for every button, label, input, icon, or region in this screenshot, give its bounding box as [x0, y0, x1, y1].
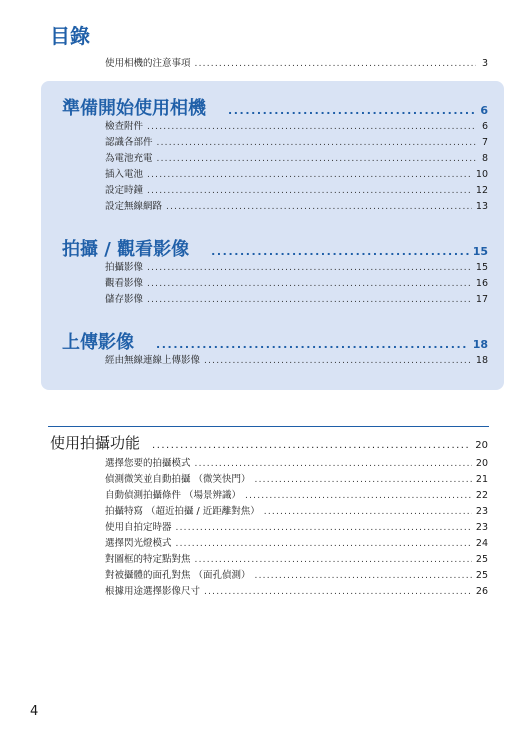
toc-entry-label: 檢查附件	[105, 121, 144, 132]
toc-entry-page: 8	[481, 153, 488, 164]
toc-entry[interactable]	[105, 554, 488, 566]
toc-entry-label: 根據用途選擇影像尺寸	[105, 586, 201, 597]
toc-entry[interactable]	[105, 153, 488, 165]
toc-entry[interactable]	[105, 586, 488, 598]
toc-entry-label: 為電池充電	[105, 153, 153, 164]
section-divider	[48, 426, 489, 427]
toc-entry-page: 26	[475, 586, 488, 597]
toc-entry[interactable]	[105, 474, 488, 486]
toc-entry-label: 認識各部件	[105, 137, 153, 148]
dot-leader	[195, 554, 472, 566]
dot-leader	[166, 201, 472, 213]
toc-entry-label: 儲存影像	[105, 294, 144, 305]
toc-entry[interactable]	[105, 522, 488, 534]
toc-entry-page: 20	[475, 458, 488, 469]
dot-leader	[147, 294, 472, 306]
dot-leader	[228, 104, 476, 117]
toc-entry[interactable]	[105, 458, 488, 470]
toc-entry-label: 插入電池	[105, 169, 144, 180]
toc-entry-page: 25	[475, 570, 488, 581]
toc-entry-label: 使用自拍定時器	[105, 522, 172, 533]
section-heading-page: 15	[472, 245, 488, 258]
dot-leader	[156, 338, 469, 351]
toc-entry[interactable]	[105, 262, 488, 274]
toc-entry-page: 3	[481, 58, 488, 69]
toc-entry-label: 拍攝影像	[105, 262, 144, 273]
section-heading-label: 使用拍攝功能	[50, 434, 141, 452]
section-heading-label: 準備開始使用相機	[62, 98, 206, 119]
toc-entry-label: 對圖框的特定點對焦	[105, 554, 191, 565]
page-number: 4	[30, 704, 39, 719]
toc-entry[interactable]	[105, 121, 488, 133]
dot-leader	[264, 506, 472, 518]
dot-leader	[147, 121, 476, 133]
toc-entry[interactable]	[105, 570, 488, 582]
toc-entry-page: 23	[475, 522, 488, 533]
section-heading-prepare[interactable]	[62, 94, 488, 120]
toc-entry-page: 12	[475, 185, 488, 196]
dot-leader	[211, 245, 469, 258]
toc-entry[interactable]	[105, 278, 488, 290]
dot-leader	[157, 137, 476, 149]
toc-entry-label: 設定無線網路	[105, 201, 163, 212]
dot-leader	[152, 440, 471, 451]
toc-entry-intro[interactable]	[105, 58, 488, 70]
toc-entry-label: 選擇您要的拍攝模式	[105, 458, 191, 469]
dot-leader	[255, 570, 472, 582]
toc-entry[interactable]	[105, 506, 488, 518]
toc-entry-page: 25	[475, 554, 488, 565]
section-heading-page: 6	[480, 104, 488, 117]
toc-entry-page: 23	[475, 506, 488, 517]
toc-entry-page: 16	[475, 278, 488, 289]
toc-entry[interactable]	[105, 201, 488, 213]
toc-entry-label: 偵測微笑並自動拍攝 （微笑快門）	[105, 474, 251, 485]
toc-entry-page: 18	[475, 355, 488, 366]
toc-entry-label: 設定時鐘	[105, 185, 144, 196]
section-heading-label: 拍攝 / 觀看影像	[62, 239, 190, 260]
dot-leader	[147, 278, 472, 290]
toc-entry-label: 觀看影像	[105, 278, 144, 289]
section-heading-label: 上傳影像	[62, 332, 134, 353]
toc-entry-page: 24	[475, 538, 488, 549]
toc-entry[interactable]	[105, 169, 488, 181]
toc-entry[interactable]	[105, 137, 488, 149]
toc-entry-page: 22	[475, 490, 488, 501]
toc-entry[interactable]	[105, 294, 488, 306]
dot-leader	[204, 586, 472, 598]
toc-entry-label: 自動偵測拍攝條件 （場景辨識）	[105, 490, 242, 501]
toc-entry[interactable]	[105, 490, 488, 502]
toc-entry-page: 6	[481, 121, 488, 132]
dot-leader	[147, 185, 472, 197]
page-title: 目錄	[50, 24, 90, 48]
dot-leader	[195, 458, 472, 470]
toc-entry-page: 7	[481, 137, 488, 148]
toc-entry-label: 使用相機的注意事項	[105, 58, 191, 69]
toc-entry[interactable]	[105, 355, 488, 367]
section-heading-page: 20	[475, 440, 488, 451]
toc-entry-label: 選擇閃光燈模式	[105, 538, 172, 549]
toc-entry[interactable]	[105, 538, 488, 550]
dot-leader	[195, 58, 476, 70]
dot-leader	[147, 169, 472, 181]
dot-leader	[176, 538, 472, 550]
toc-entry[interactable]	[105, 185, 488, 197]
section-heading-upload[interactable]	[62, 328, 488, 354]
dot-leader	[147, 262, 472, 274]
dot-leader	[157, 153, 476, 165]
section-heading-page: 18	[472, 338, 488, 351]
dot-leader	[245, 490, 472, 502]
section-heading-functions[interactable]	[50, 432, 488, 453]
toc-entry-page: 17	[475, 294, 488, 305]
toc-entry-page: 21	[475, 474, 488, 485]
toc-entry-page: 15	[475, 262, 488, 273]
dot-leader	[176, 522, 472, 534]
toc-entry-page: 13	[475, 201, 488, 212]
toc-entry-page: 10	[475, 169, 488, 180]
dot-leader	[204, 355, 472, 367]
toc-entry-label: 拍攝特寫 （超近拍攝 / 近距離對焦）	[105, 506, 260, 517]
toc-entry-label: 對被攝體的面孔對焦 （面孔偵測）	[105, 570, 251, 581]
dot-leader	[255, 474, 472, 486]
section-heading-shoot-view[interactable]	[62, 235, 488, 261]
toc-entry-label: 經由無線連線上傳影像	[105, 355, 201, 366]
